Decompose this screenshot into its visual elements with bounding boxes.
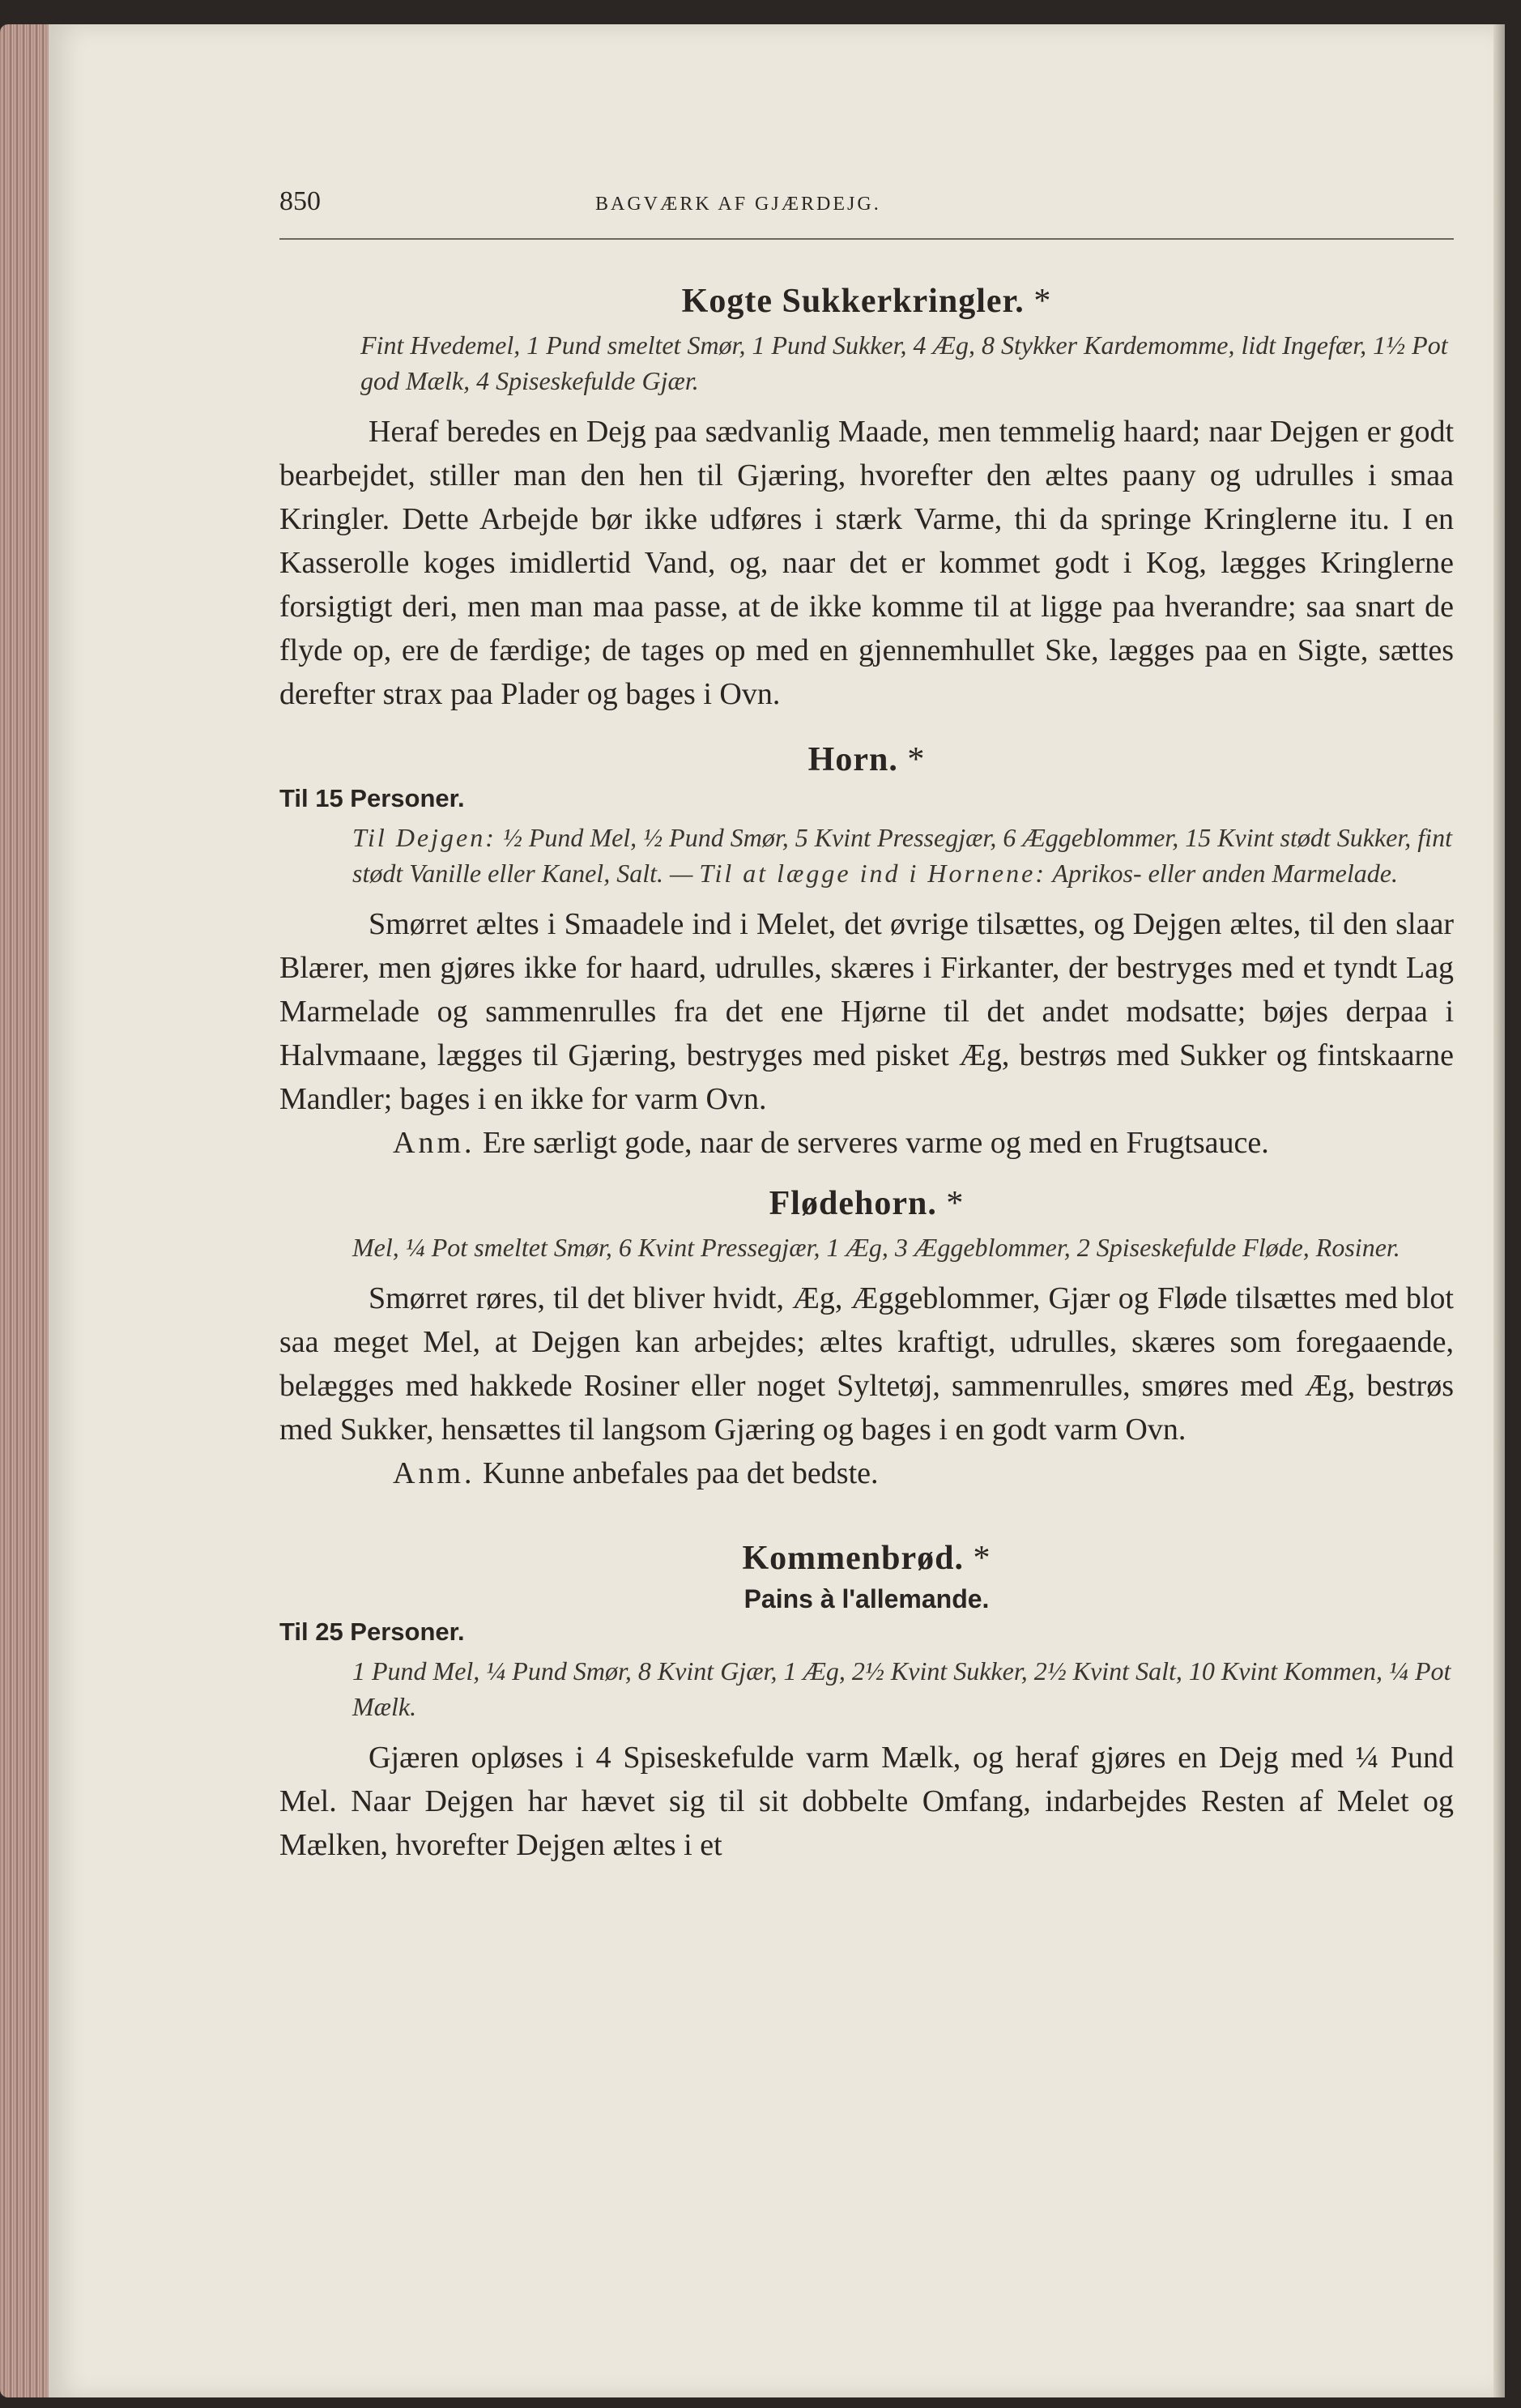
note-label: Anm. — [393, 1126, 475, 1160]
note-text: Ere særligt gode, naar de serveres varme og med en Frugtsauce. — [483, 1126, 1269, 1160]
ingredients-horn — [279, 820, 1454, 891]
recipe-subtitle-kommenbrod: Pains à l'allemande. — [743, 1584, 990, 1613]
ingredients-dough: ½ Pund Mel, ½ Pund Smør, 5 Kvint Pressegjær, 6 Æggeblommer, 15 Kvint stødt Sukker, fint stødt Vanille eller Kanel, Salt. — — [352, 823, 1452, 888]
ingredients-label-dough: Til Dejgen: — [352, 823, 496, 852]
recipe-title-text: Kommenbrød. — [742, 1540, 964, 1577]
recipe-title-text: Horn. — [807, 741, 898, 778]
note-horn — [279, 1121, 1454, 1165]
ingredients-kogte: Fint Hvedemel, 1 Pund smeltet Smør, 1 Pund Sukker, 4 Æg, 8 Stykker Kardemomme, lidt Ingefær, 1½ Pot god Mælk, 4 Spiseskefulde Gjær. — [360, 330, 1448, 395]
servings-kommenbrod: Til 25 Personer. — [279, 1617, 465, 1646]
ingredients-kommenbrod: 1 Pund Mel, ¼ Pund Smør, 8 Kvint Gjær, 1 Æg, 2½ Kvint Sukker, 2½ Kvint Salt, 10 Kvint Kommen, ¼ Pot Mælk. — [352, 1656, 1451, 1721]
star-mark: * — [1033, 283, 1052, 320]
ingredients-fill: Aprikos- eller anden Marmelade. — [1052, 859, 1398, 888]
method-flodehorn: Smørret røres, til det bliver hvidt, Æg, Æggeblommer, Gjær og Fløde tilsættes med blot saa meget Mel, at Dejgen kan arbejdes; æltes kraftigt, udrulles, skæres som foregaaende, belægges med hakkede Rosiner eller noget Syltetøj, sammenrulles, smøres med Æg, bestrøs med Sukker, hensættes til langsom Gjæring og bages i en godt varm Ovn. — [279, 1281, 1454, 1447]
recipe-title-text: Kogte Sukkerkringler. — [681, 283, 1025, 320]
recipe-title-text: Flødehorn. — [769, 1185, 937, 1222]
star-mark: * — [946, 1185, 965, 1222]
page-number: 850 — [279, 186, 321, 216]
method-kommenbrod: Gjæren opløses i 4 Spiseskefulde varm Mælk, og heraf gjøres en Dejg med ¼ Pund Mel. Naar Dejgen har hævet sig til sit dobbelte Omfang, indarbejdes Resten af Melet og Mælken, hvorefter Dejgen æltes i et — [279, 1741, 1454, 1862]
ingredients-label-fill: Til at lægge ind i Hornene: — [699, 859, 1046, 888]
page-edges — [0, 24, 50, 2397]
ingredients-flodehorn: Mel, ¼ Pot smeltet Smør, 6 Kvint Pressegjær, 1 Æg, 3 Æggeblommer, 2 Spiseskefulde Fløde, Rosiner. — [352, 1233, 1400, 1262]
method-kogte: Heraf beredes en Dejg paa sædvanlig Maade, men temmelig haard; naar Dejgen er godt bearbejdet, stiller man den hen til Gjæring, hvorefter den æltes paany og udrulles i smaa Kringler. Dette Arbejde bør ikke udføres i stærk Varme, thi da springe Kringlerne itu. I en Kasserolle koges imidlertid Vand, og, naar det er kommet godt i Kog, lægges Kringlerne forsigtigt deri, men man maa passe, at de ikke komme til at ligge paa hverandre; saa snart de flyde op, ere de færdige; de tages op med en gjennemhullet Ske, lægges paa en Sigte, sættes derefter strax paa Plader og bages i Ovn. — [279, 415, 1454, 711]
note-label: Anm. — [393, 1456, 475, 1490]
method-horn: Smørret æltes i Smaadele ind i Melet, det øvrige tilsættes, og Dejgen æltes, til den slaar Blærer, men gjøres ikke for haard, udrulles, skæres i Firkanter, der bestryges med et tyndt Lag Marmelade og sammenrulles fra det ene Hjørne til det andet modsatte; bøjes derpaa i Halvmaane, lægges til Gjæring, bestryges med pisket Æg, bestrøs med Sukker og fintskaarne Mandler; bages i en ikke for varm Ovn. — [279, 907, 1454, 1116]
recipe-title-horn — [279, 740, 1454, 779]
servings-horn: Til 15 Personer. — [279, 784, 465, 812]
right-page-edge — [1493, 24, 1505, 2397]
recipe-title-kogte-sukkerkringler — [279, 282, 1454, 321]
star-mark: * — [973, 1540, 991, 1577]
page-content — [279, 186, 1454, 1867]
star-mark: * — [907, 741, 926, 778]
running-head — [279, 186, 1454, 240]
note-text: Kunne anbefales paa det bedste. — [483, 1456, 879, 1490]
note-flodehorn — [279, 1451, 1454, 1495]
recipe-title-kommenbrod — [279, 1539, 1454, 1578]
running-title: BAGVÆRK AF GJÆRDEJG. — [595, 194, 881, 215]
recipe-title-flodehorn — [279, 1184, 1454, 1223]
